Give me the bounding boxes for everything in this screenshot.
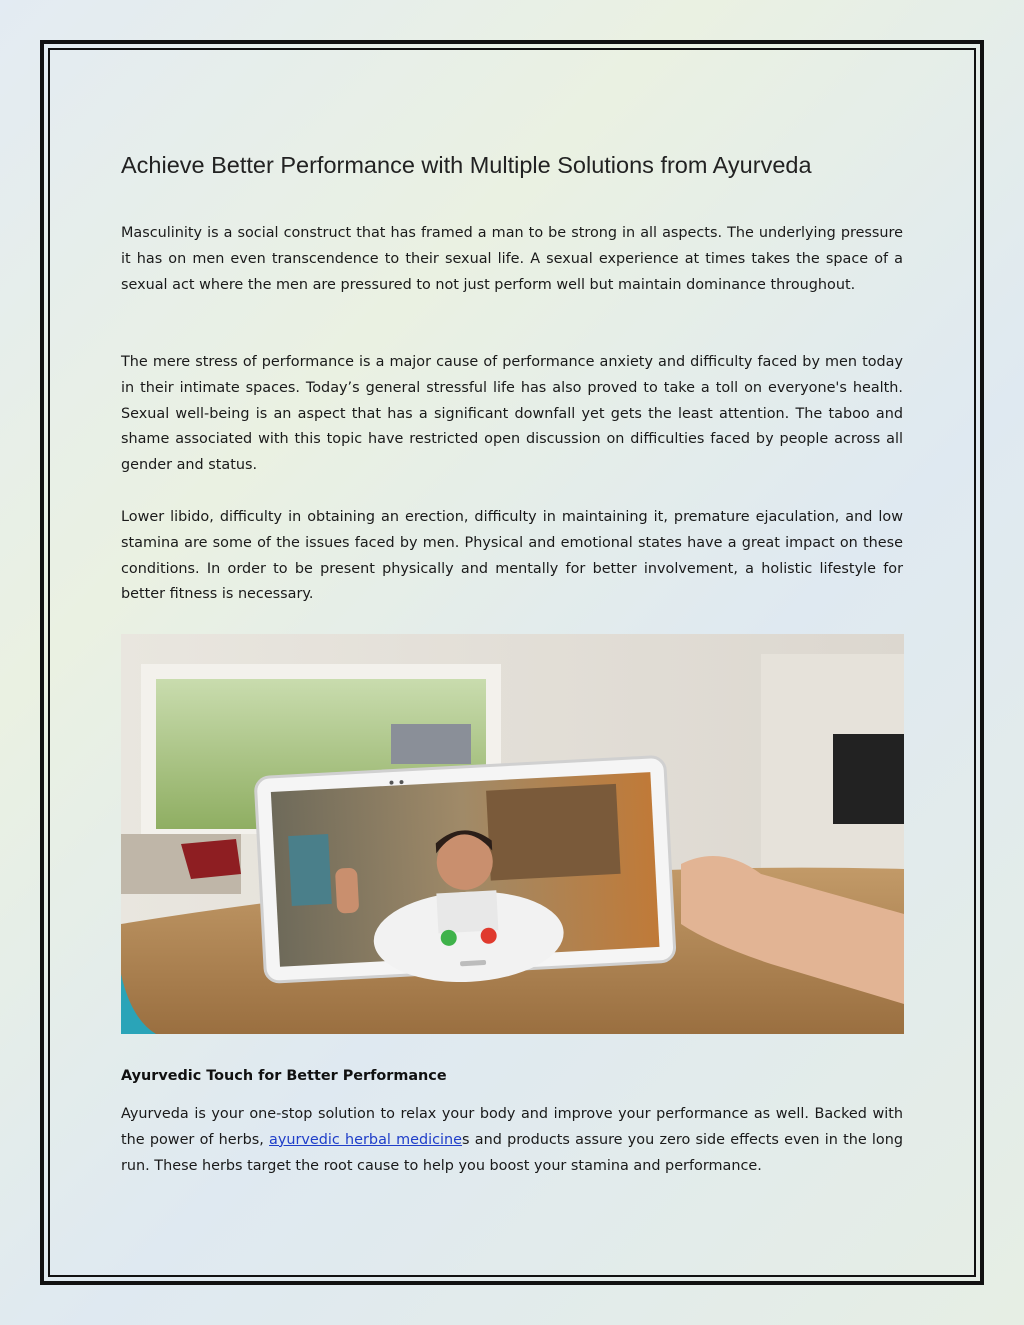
paragraph-ayurveda — [121, 1102, 903, 1179]
page-title: Achieve Better Performance with Multiple Solutions from Ayurveda — [121, 152, 812, 178]
doctor-video-call-image — [121, 634, 904, 1034]
ayurvedic-herbal-medicine-link[interactable]: ayurvedic herbal medicine — [269, 1131, 463, 1148]
section-heading: Ayurvedic Touch for Better Performance — [121, 1068, 447, 1084]
paragraph-intro: Masculinity is a social construct that has framed a man to be strong in all aspects. The underlying pressure it has on men even transcendence to their sexual life. A sexual experience at times takes the space of a sexual act where the men are pressured to not just perform well but maintain dominance throughout. — [121, 225, 903, 293]
paragraph-issues: Lower libido, difficulty in obtaining an erection, difficulty in maintaining it, premature ejaculation, and low stamina are some of the issues faced by men. Physical and emotional states have a great impact on these conditions. In order to be present physically and mentally for better involvement, a holistic lifestyle for better fitness is necessary. — [121, 509, 903, 603]
paragraph-stress: The mere stress of performance is a major cause of performance anxiety and difficulty faced by men today in their intimate spaces. Today’s general stressful life has also proved to take a toll on everyone's health. Sexual well-being is an aspect that has a significant downfall yet gets the least attention. The taboo and shame associated with this topic have restricted open discussion on difficulties faced by people across all gender and status. — [121, 354, 903, 474]
paragraph-text-after-link: s and products assure you zero side effects even in the long run. These herbs target the root cause to help you boost your stamina and performance. — [121, 1131, 903, 1174]
paragraph-text-before-link: Ayurveda is your one-stop solution to relax your body and improve your performance as well. Backed with the power of herbs, — [121, 1106, 903, 1148]
